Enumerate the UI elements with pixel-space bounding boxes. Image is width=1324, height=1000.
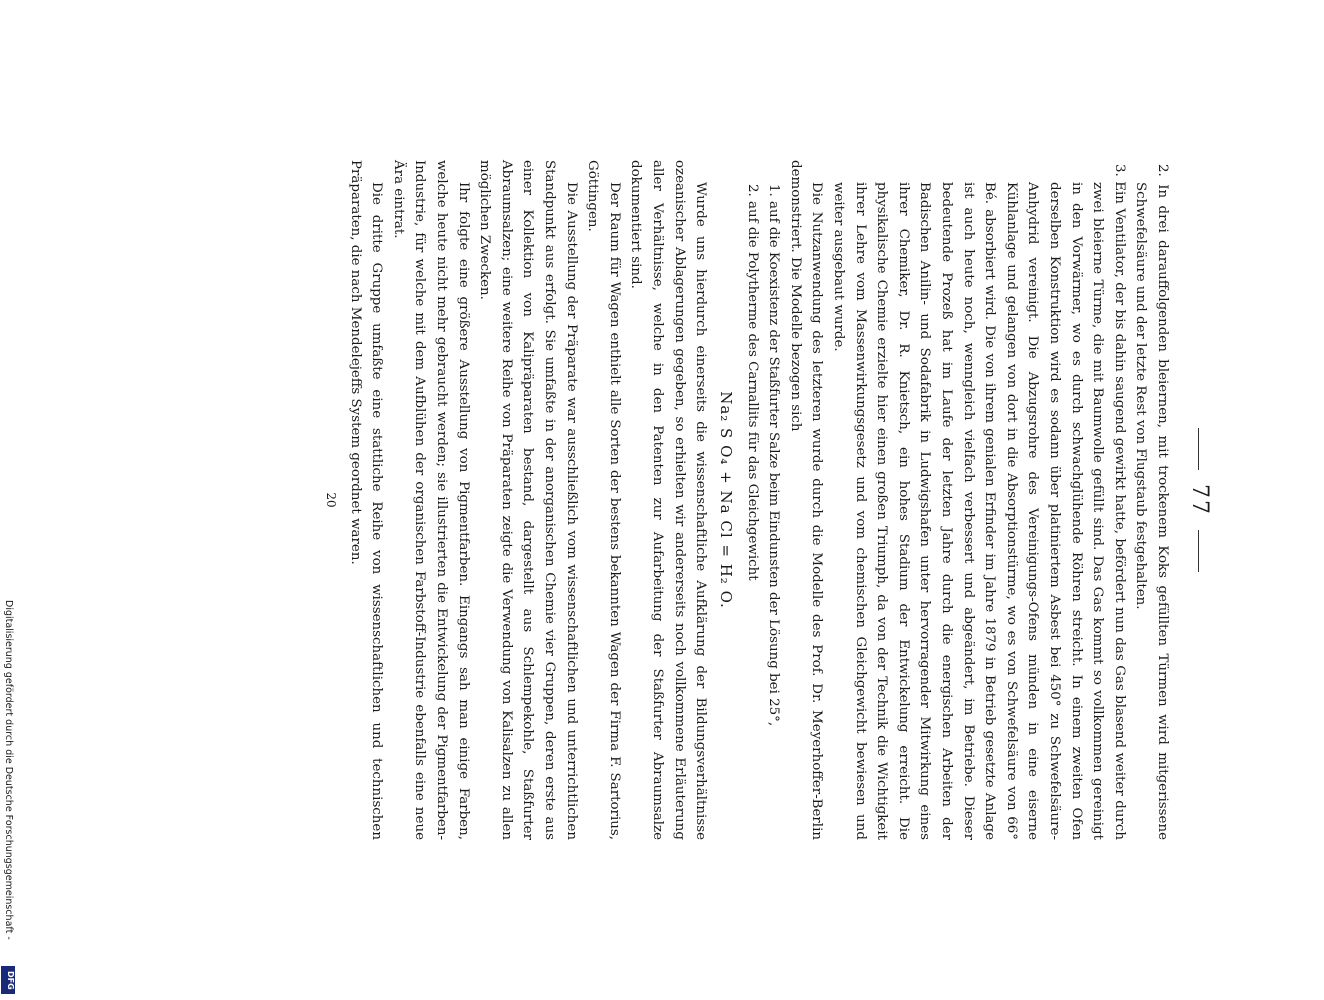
rotated-page <box>112 160 1212 840</box>
sheet-number: 20 <box>324 492 339 508</box>
paragraph-item-2: 2. In drei darauffolgenden bleiernen, mit trockenem Koks gefüllten Türmen wird mitgerissene Schwefelsäure und der letzte Rest von Flugstaub festgehalten. <box>1133 164 1170 840</box>
paragraph-item-3: 3. Ein Ventilator, der bis dahin saugend gewirkt hatte, befördert nun das Gas blasend weiter durch zwei bleierne Türme, die mit Baumwolle gefüllt sind. Das Gas kommt so vollkommen gereinigt in den Vorwärmer, wo es durch schwachglühende Röhren streicht. In einem zweiten Ofen derselben Konstruktion wird es sodann über platiniertem Asbest bei 450° zu Schwefelsäure-Anhydrid vereinigt. Die Abzugsrohre des Vereinigungs-Ofens münden in eine eiserne Kühlanlage und gelangen von dort in die Absorptionstürme, wo es von Schwefelsäure von 66° Bé. absorbiert wird. Die von ihrem genialen Erfinder im Jahre 1879 in Betrieb gesetzte Anlage ist auch heute noch, wenngleich vielfach verbessert und abgeändert, im Betriebe. Dieser bedeutende Prozeß hat im Laufe der letzten Jahre durch die energischen Arbeiten der Badischen Anilin- und Sodafabrik in Ludwigshafen unter hervorragender Mitwirkung eines ihrer Chemiker, Dr. R. Knietsch, ein hohes Stadium der Entwickelung erreicht. Die physikalische Chemie erzielte hier einen großen Triumph, da von der Technik die Wichtigkeit ihrer Lehre vom Massenwirkungsgesetz und vom chemischen Gleichgewicht bewiesen und weiter ausgebaut wurde. <box>831 164 1127 840</box>
list-item-polytherme: 2. auf die Polytherme des Carnallits für das Gleichgewicht <box>744 184 760 581</box>
paragraph-pigmentfarben: Ihr folgte eine größere Ausstellung von Pigmentfarben. Eingangs sah man einige Farben, welche heute nicht mehr gebraucht werden; sie illustrierten die Entwickelung der Pigmentfarben-Industrie, für welche mit dem Aufblühen der organischen Farbstoff-Industrie ebenfalls eine neue Ära eintrat. <box>390 160 471 840</box>
chemical-formula: Na₂ S O₄ + Na Cl = H₂ O. <box>717 391 736 609</box>
dfg-logo: DFG <box>1 966 15 994</box>
margin-notice-container <box>0 600 16 1000</box>
paragraph-nutzanwendung: Die Nutzanwendung des letzteren wurde durch die Modelle des Prof. Dr. Meyerhoffer-Berlin demonstriert. Die Modelle bezogen sich <box>787 160 825 840</box>
paragraph-wagen: Der Raum für Wagen enthielt alle Sorten der bestens bekannten Wagen der Firma F. Sartorius, Göttingen. <box>585 160 622 840</box>
page-number: 77 <box>1187 160 1212 840</box>
paragraph-aufklaerung: Wurde uns hierdurch einerseits die wissenschaftliche Aufklärung der Bildungsverhältnisse ozeanischer Ablagerungen gegeben, so erhielten wir andererseits noch vollkommene Erläuterung aller Verhältnisse, welche in den Patenten zur Aufarbeitung der Staßfurter Abraumsalze dokumentiert sind. <box>628 160 709 840</box>
margin-notice: Digitalisierung gefördert durch die Deutsche Forschungsgemeinschaft - <box>3 600 14 940</box>
paragraph-praeparate: Die Ausstellung der Präparate war ausschließlich vom wissenschaftlichen und unterrichtlichen Standpunkt aus erfolgt. Sie umfaßte in der anorganischen Chemie vier Gruppen, deren erste aus einer Kollektion von Kalipräparaten bestand, dargestellt aus Schlempekohle, Staßfurter Abraumsalzen; eine weitere Reihe von Präparaten zeigte die Verwendung von Kalisalzen zu allen möglichen Zwecken. <box>477 160 579 840</box>
list-item-koexistenz: 1. auf die Koexistenz der Staßfurter Salze beim Eindunsten der Lösung bei 25°, <box>766 184 782 727</box>
paragraph-dritte-gruppe: Die dritte Gruppe umfaßte eine stattliche Reihe von wissenschaftlichen und technischen Präparaten, die nach Mendelejeffs System geordnet waren. <box>347 160 385 840</box>
